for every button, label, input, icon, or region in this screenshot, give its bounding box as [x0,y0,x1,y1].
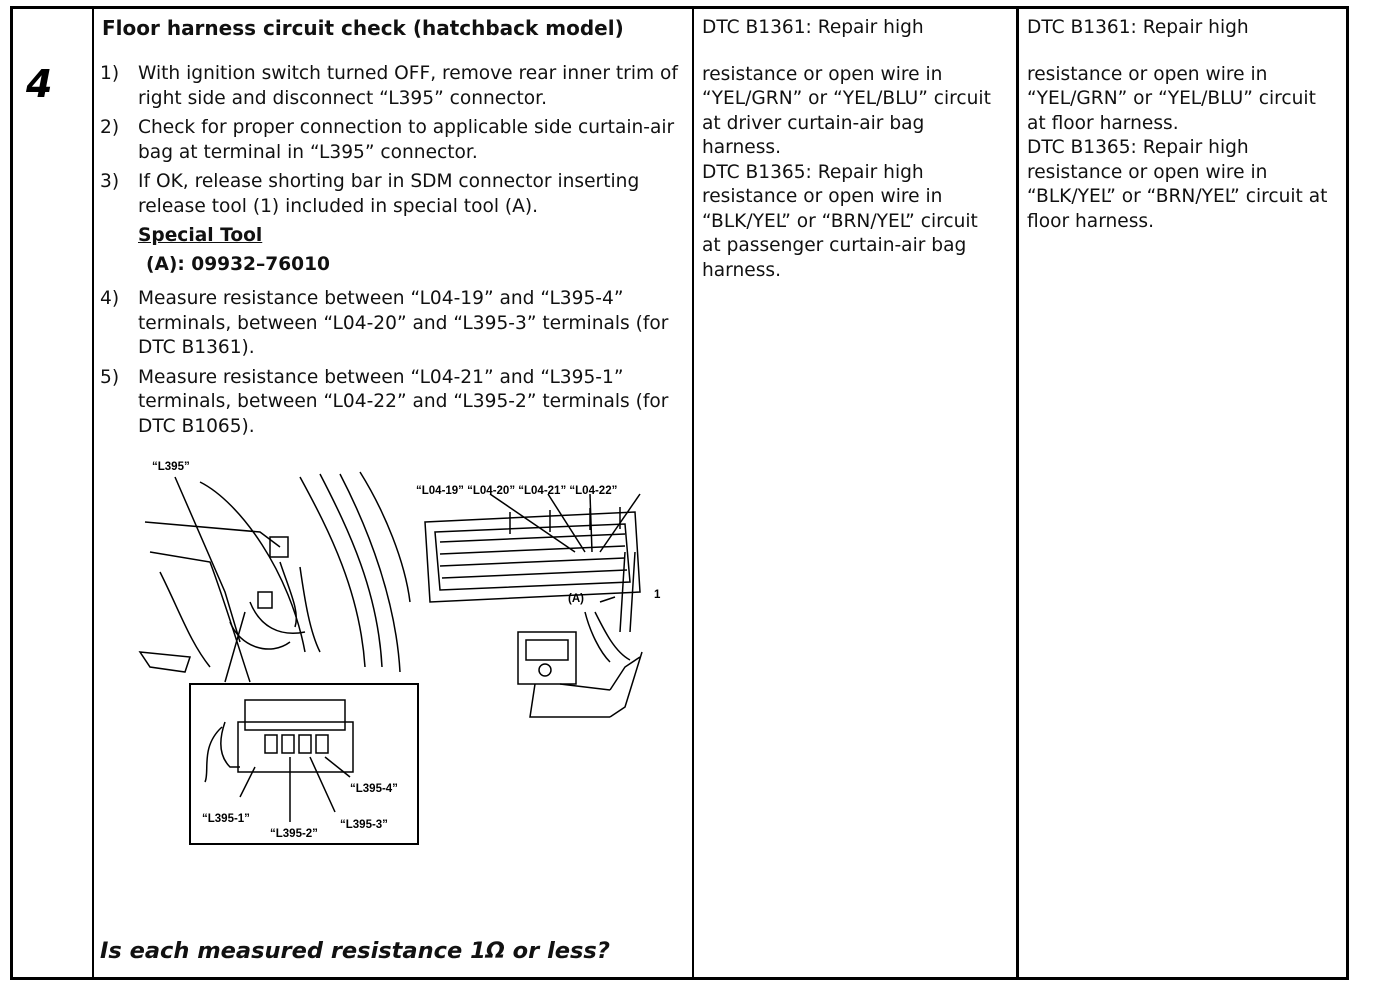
list-item: 1) With ignition switch turned OFF, remove rear inner trim of right side and disconnect “L395” connector. [100,63,678,109]
yes-paragraph: resistance or open wire in “YEL/GRN” or “YEL/BLU” circuit at driver curtain-air bag harness. [702,63,991,158]
no-paragraph: resistance or open wire in “YEL/GRN” or “YEL/BLU” circuit at floor harness. [1027,63,1316,134]
list-item: 5) Measure resistance between “L04-21” and “L395-1” terminals, between “L04-22” and “L395-2” terminals (for DTC B1065). [100,366,669,437]
list-item: 3) If OK, release shorting bar in SDM connector inserting release tool (1) included in special tool (A). [100,171,640,217]
no-column [1027,16,1337,234]
column-divider [92,6,94,980]
list-item: 2) Check for proper connection to applicable side curtain-air bag at terminal in “L395” connector. [100,117,675,163]
column-divider [692,6,694,980]
special-tool-value: (A): 09932–76010 [146,253,330,275]
yes-first-line: DTC B1361: Repair high [702,17,924,38]
step-number: 4 [26,62,53,106]
question-text: Is each measured resistance 1Ω or less? [100,938,610,964]
column-divider [1016,6,1019,980]
figure-label: “L395-3” [340,819,388,831]
figure-label: “L395-2” [270,828,318,840]
leader-line [225,612,245,682]
figure-label: (A) [568,593,584,605]
figure-label: “L395” [152,461,190,473]
figure-label: “L395-4” [350,783,398,795]
step-title: Floor harness circuit check (hatchback model) [102,16,624,40]
list-item: 4) Measure resistance between “L04-19” and “L395-4” terminals, between “L04-20” and “L395-3” terminals (for DTC B1361). [100,288,669,358]
special-tool-heading: Special Tool [138,225,263,246]
no-paragraph: DTC B1365: Repair high resistance or open wire in “BLK/YEL” or “BRN/YEL” circuit at floor harness. [1027,137,1328,232]
figure-label: “L395-1” [202,813,250,825]
leader-line [175,477,240,642]
procedure-list [100,62,690,444]
yes-paragraph: DTC B1365: Repair high resistance or open wire in “BLK/YEL” or “BRN/YEL” circuit at passenger curtain-air bag harness. [702,161,978,281]
figure-label: 1 [654,589,661,601]
connector-diagram [130,452,680,852]
figure-label: “L04-19” “L04-20” “L04-21” “L04-22” [416,485,618,497]
no-first-line: DTC B1361: Repair high [1027,17,1249,38]
yes-column [702,16,1002,283]
